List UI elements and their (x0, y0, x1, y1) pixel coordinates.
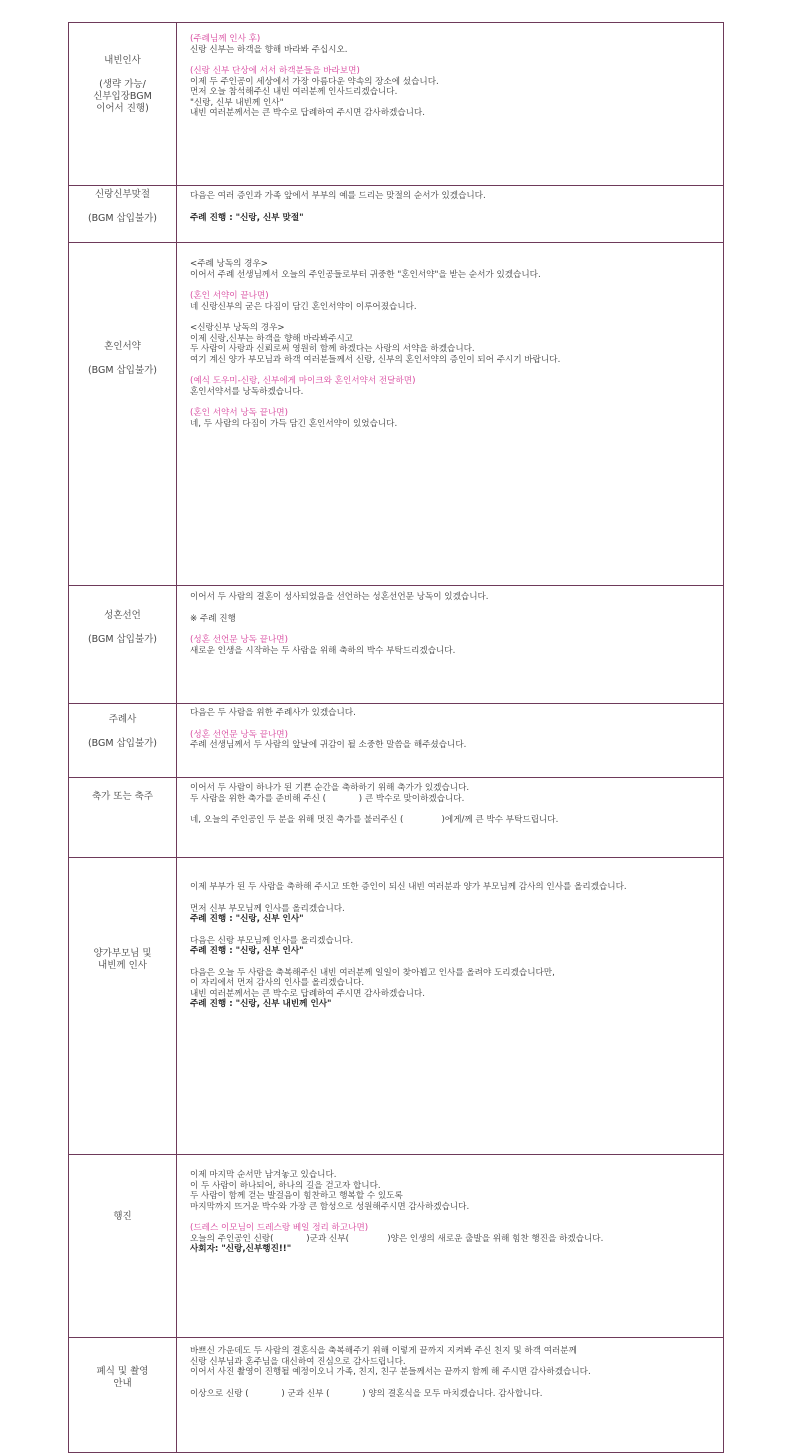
stage-direction-line: (혼인 서약서 낭독 끝나면) (190, 408, 288, 418)
script-text-cell (177, 704, 724, 778)
script-line: 네 신랑신부의 굳은 다짐이 담긴 혼인서약이 이루어졌습니다. (190, 301, 417, 312)
script-line: 이제 신랑,신부는 하객을 향해 바라봐주시고 (190, 333, 354, 344)
section-label-line: (BGM 삽입불가) (87, 365, 158, 376)
table-row (69, 778, 724, 858)
stage-direction-line: (드레스 이모님이 드레스랑 베일 정리 하고나면) (190, 1223, 369, 1233)
paragraph-gap (190, 1212, 719, 1223)
section-label-line: 폐식 및 촬영 (96, 1366, 149, 1377)
table-row (69, 1155, 724, 1338)
table-row (69, 858, 724, 1155)
section-label-line (69, 67, 176, 79)
paragraph-gap (190, 55, 719, 66)
section-label-cell (69, 243, 177, 586)
section-label-line: (BGM 삽입불가) (87, 634, 158, 645)
script-line: 신랑 신부님과 혼주님을 대신하여 진심으로 감사드립니다. (190, 1356, 406, 1367)
script-line: 먼저 오늘 참석해주신 내빈 여러분께 인사드리겠습니다. (190, 87, 398, 97)
script-line: 다음은 오늘 두 사람을 축복해주신 내빈 여러분께 일일이 찾아뵙고 인사를 올려야 도리겠습니다만, (190, 967, 555, 978)
script-line: 이제 두 주인공이 세상에서 가장 아름다운 약속의 장소에 섰습니다. (190, 76, 439, 87)
cue-line: 사회자: "신랑,신부행진!!" (190, 1244, 292, 1254)
section-label-cell (69, 186, 177, 243)
script-line: 혼인서약서를 낭독하겠습니다. (190, 386, 304, 397)
script-line: 이어서 사진 촬영이 진행될 예정이오니 가족, 친지, 친구 분들께서는 끝까지 함께 해 주시면 감사하겠습니다. (190, 1367, 591, 1377)
section-label-line: 성혼선언 (104, 610, 141, 621)
script-line: <주례 낭독의 경우> (190, 259, 268, 269)
script-line: 이 자리에서 먼저 감사의 인사를 올리겠습니다. (190, 978, 365, 988)
section-label-line (69, 726, 176, 738)
paragraph-gap (190, 202, 719, 213)
script-line: "신랑, 신부 내빈께 인사" (190, 97, 284, 108)
table-row (69, 23, 724, 186)
script-line: 이어서 두 사람이 하나가 된 기쁜 순간을 축하하기 위해 축가가 있겠습니다. (190, 783, 470, 793)
script-line: <신랑신부 낭독의 경우> (190, 323, 285, 333)
section-label-line: 혼인서약 (104, 341, 141, 352)
paragraph-gap (190, 893, 719, 904)
script-line: 네, 오늘의 주인공인 두 분을 위해 멋진 축가를 불러주신 ( )에게/께 큰 박수 부탁드립니다. (190, 815, 559, 825)
stage-direction-line: (성혼 선언문 낭독 끝나면) (190, 729, 288, 740)
cue-line: 주례 진행 : "신랑, 신부 인사" (190, 914, 304, 924)
script-line: 마지막까지 뜨거운 박수와 가장 큰 함성으로 성원해주시면 감사하겠습니다. (190, 1201, 470, 1212)
section-label-line: 양가부모님 및 (93, 948, 152, 959)
stage-direction-line: (예식 도우미-신랑, 신부에게 마이크와 혼인서약서 전달하면) (190, 376, 416, 386)
section-label-line: (BGM 삽입불가) (87, 213, 158, 224)
stage-direction-line: (주례님께 인사 후) (190, 34, 261, 44)
script-line: 이제 부부가 된 두 사람을 축하해 주시고 또한 증인이 되신 내빈 여러분과 양가 부모님께 감사의 인사를 올리겠습니다. (190, 882, 627, 892)
script-line: 이어서 두 사람의 결혼이 성사되었음을 선언하는 성혼선언문 낭독이 있겠습니다. (190, 592, 489, 602)
paragraph-gap (190, 719, 719, 730)
script-text-cell (177, 23, 724, 186)
script-line: 오늘의 주인공인 신랑( )군과 신부( )양은 인생의 새로운 출발을 위해 힘찬 행진을 하겠습니다. (190, 1233, 604, 1244)
section-label-cell (69, 704, 177, 778)
section-label-line: 주례사 (108, 714, 137, 725)
cue-line: 주례 진행 : "신랑, 신부 내빈께 인사" (190, 999, 332, 1009)
section-label-cell (69, 858, 177, 1155)
script-line: 두 사람이 사랑과 신뢰로써 영원히 함께 하겠다는 사랑의 서약을 하겠습니다. (190, 344, 475, 354)
stage-direction-line: (신랑 신부 단상에 서서 하객분들을 바라보면) (190, 66, 360, 76)
script-line: 네, 두 사람의 다짐이 가득 담긴 혼인서약이 있었습니다. (190, 418, 398, 429)
script-line: 다음은 여러 증인과 가족 앞에서 부부의 예를 드리는 맞절의 순서가 있겠습니다. (190, 191, 486, 201)
section-label-cell (69, 23, 177, 186)
script-line: 이상으로 신랑 ( ) 군과 신부 ( ) 양의 결혼식을 모두 마치겠습니다. 감사합니다. (190, 1388, 543, 1399)
script-line: 다음은 두 사람을 위한 주례사가 있겠습니다. (190, 708, 356, 718)
paragraph-gap (190, 397, 719, 408)
section-label-line: 축가 또는 축주 (91, 791, 154, 802)
paragraph-gap (190, 280, 719, 291)
table-row (69, 243, 724, 586)
script-text-cell (177, 778, 724, 858)
section-label-line: 안내 (113, 1378, 132, 1389)
paragraph-gap (190, 925, 719, 936)
script-line: 다음은 신랑 부모님께 인사를 올리겠습니다. (190, 935, 354, 946)
script-text-cell (177, 1155, 724, 1338)
cue-line: 주례 진행 : "신랑, 신부 인사" (190, 946, 304, 956)
script-line: 여기 계신 양가 부모님과 하객 여러분들께서 신랑, 신부의 혼인서약의 증인이 되어 주시기 바랍니다. (190, 354, 561, 365)
script-line: 이어서 주례 선생님께서 오늘의 주인공들로부터 귀중한 "혼인서약"을 받는 순서가 있겠습니다. (190, 269, 541, 280)
script-text-cell (177, 1338, 724, 1453)
script-line: 두 사람을 위한 축가를 준비해 주신 ( ) 큰 박수로 맞이하겠습니다. (190, 793, 465, 804)
table-row (69, 186, 724, 243)
section-label-line (69, 622, 176, 634)
section-label-line: 신랑신부맞절 (94, 189, 151, 200)
stage-direction-line: (성혼 선언문 낭독 끝나면) (190, 635, 288, 645)
section-label-line: 행진 (113, 1211, 132, 1222)
paragraph-gap (190, 312, 719, 323)
section-label-cell (69, 586, 177, 704)
section-label-line (69, 201, 176, 213)
table-row (69, 586, 724, 704)
script-text-cell (177, 858, 724, 1155)
script-text-cell (177, 586, 724, 704)
script-line: 새로운 인생을 시작하는 두 사람을 위해 축하의 박수 부탁드리겠습니다. (190, 645, 456, 656)
section-label-line: 신부입장BGM (93, 91, 152, 102)
script-line: 바쁘신 가운데도 두 사람의 결혼식을 축복해주기 위해 이렇게 끝까지 지켜봐 주신 친지 및 하객 여러분께 (190, 1346, 577, 1356)
section-label-line (69, 353, 176, 365)
section-label-line: 내빈께 인사 (98, 960, 147, 971)
script-line: 먼저 신부 부모님께 인사를 올리겠습니다. (190, 903, 345, 914)
script-line: 주례 선생님께서 두 사람의 앞날에 귀감이 될 소중한 말씀을 해주셨습니다. (190, 740, 467, 750)
paragraph-gap (190, 365, 719, 376)
script-line: 내빈 여러분께서는 큰 박수로 답례하여 주시면 감사하겠습니다. (190, 108, 425, 118)
script-text-cell (177, 186, 724, 243)
section-label-cell (69, 1338, 177, 1453)
table-row (69, 1338, 724, 1453)
section-label-line: 이어서 진행) (96, 103, 149, 114)
paragraph-gap (190, 624, 719, 635)
section-label-cell (69, 1155, 177, 1338)
paragraph-gap (190, 603, 719, 614)
section-label-line: (생략 가능/ (99, 79, 146, 90)
paragraph-gap (190, 804, 719, 815)
script-line: 이 두 사람이 하나되어, 하나의 길을 걷고자 합니다. (190, 1180, 381, 1191)
table-row (69, 704, 724, 778)
ceremony-script-table (68, 22, 724, 1453)
stage-direction-line: (혼인 서약이 끝나면) (190, 291, 269, 301)
section-label-cell (69, 778, 177, 858)
script-text-cell (177, 243, 724, 586)
cue-line: 주례 진행 : "신랑, 신부 맞절" (190, 212, 304, 223)
script-line: 두 사람이 함께 걷는 발걸음이 힘찬하고 행복할 수 있도록 (190, 1191, 403, 1201)
section-label-line: (BGM 삽입불가) (87, 738, 158, 749)
script-line: 이제 마지막 순서만 남겨놓고 있습니다. (190, 1170, 337, 1180)
paragraph-gap (190, 1378, 719, 1389)
section-label-line: 내빈인사 (104, 55, 141, 66)
paragraph-gap (190, 957, 719, 968)
script-line: 내빈 여러분께서는 큰 박수로 답례하여 주시면 감사하겠습니다. (190, 988, 425, 999)
script-line: ※ 주례 진행 (190, 613, 236, 624)
script-line: 신랑 신부는 하객을 향해 바라봐 주십시오. (190, 44, 348, 55)
